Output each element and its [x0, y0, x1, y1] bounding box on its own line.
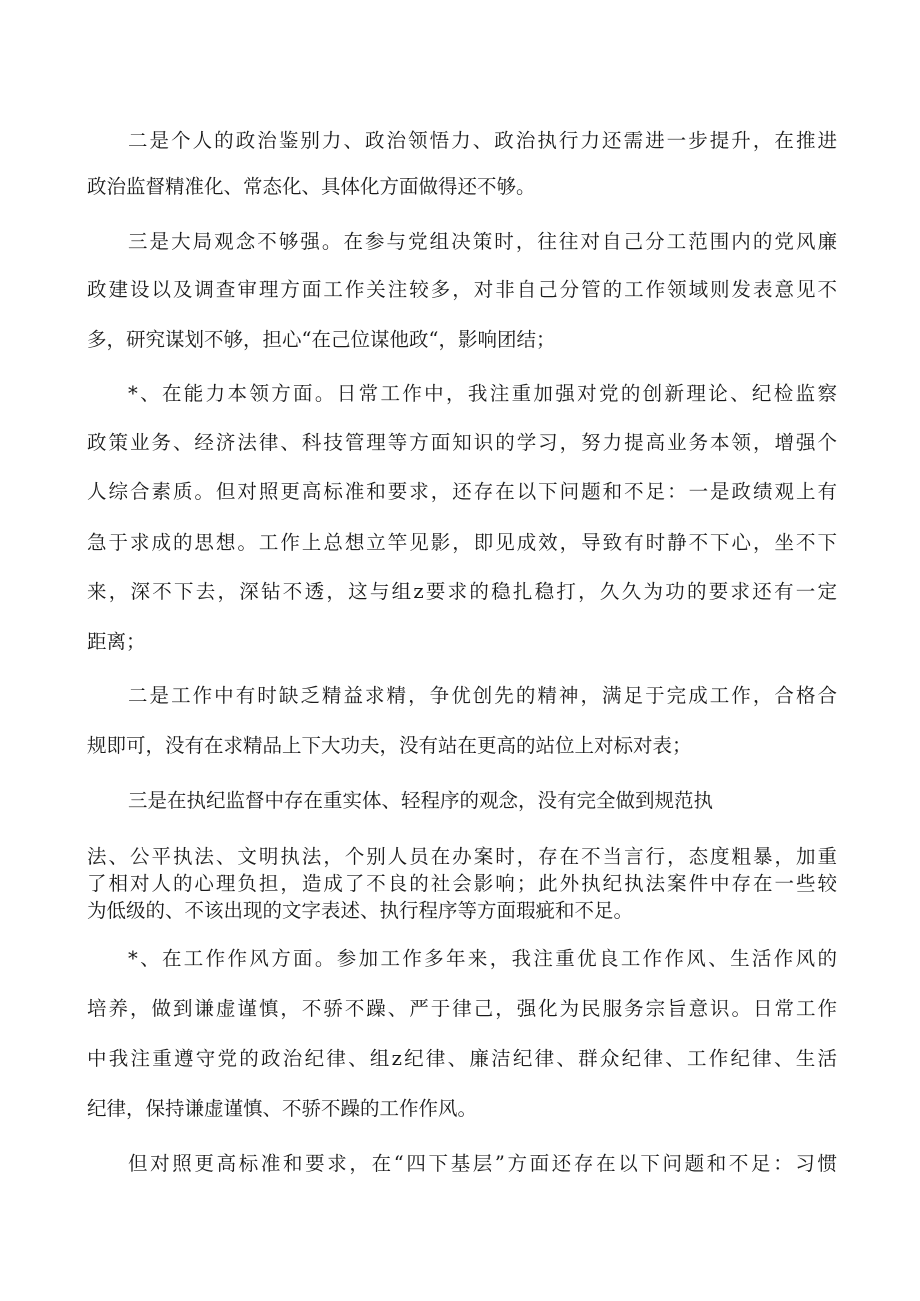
text-line: 二是个人的政治鉴别力、政治领悟力、政治执行力还需进一步提升，在推进: [128, 129, 837, 152]
text-line: 政策业务、经济法律、科技管理等方面知识的学习，努力提高业务本领，增强个: [87, 431, 837, 454]
text-line: *、在工作作风方面。参加工作多年来，我注重优良工作作风、生活作风的: [128, 947, 837, 970]
text-line: 三是大局观念不够强。在参与党组决策时，往往对自己分工范围内的党风廉: [128, 230, 837, 253]
text-line: 了相对人的心理负担，造成了不良的社会影响；此外执纪执法案件中存在一些较: [87, 872, 837, 895]
text-line: 三是在执纪监督中存在重实体、轻程序的观念，没有完全做到规范执: [128, 789, 714, 812]
text-line: 中我注重遵守党的政治纪律、组z纪律、廉洁纪律、群众纪律、工作纪律、生活: [87, 1047, 837, 1070]
text-line: 法、公平执法、文明执法，个别人员在办案时，存在不当言行，态度粗暴，加重: [87, 845, 837, 868]
text-line: 规即可，没有在求精品上下大功夫，没有站在更高的站位上对标对表；: [87, 734, 692, 757]
text-line: 但对照更高标准和要求，在“四下基层”方面还存在以下问题和不足：习惯: [128, 1152, 837, 1175]
text-line: 培养，做到谦虚谨慎，不骄不躁、严于律己，强化为民服务宗旨意识。日常工作: [87, 997, 837, 1020]
text-line: 政建设以及调查审理方面工作关注较多，对非自己分管的工作领域则发表意见不: [87, 278, 837, 301]
text-line: 急于求成的思想。工作上总想立竿见影，即见成效，导致有时静不下心，坐不下: [87, 531, 837, 554]
text-line: 多，研究谋划不够，担心“在己位谋他政“，影响团结；: [87, 328, 556, 351]
text-line: 政治监督精准化、常态化、具体化方面做得还不够。: [87, 175, 536, 198]
text-line: 距离；: [87, 630, 146, 653]
text-line: *、在能力本领方面。日常工作中，我注重加强对党的创新理论、纪检监察: [128, 382, 837, 405]
text-line: 人综合素质。但对照更高标准和要求，还存在以下问题和不足：一是政绩观上有: [87, 480, 837, 503]
text-line: 二是工作中有时缺乏精益求精，争优创先的精神，满足于完成工作，合格合: [128, 684, 837, 707]
text-line: 来，深不下去，深钻不透，这与组z要求的稳扎稳打，久久为功的要求还有一定: [87, 580, 837, 603]
text-line: 纪律，保持谦虚谨慎、不骄不躁的工作作风。: [87, 1097, 478, 1120]
text-line: 为低级的、不该出现的文字表述、执行程序等方面瑕疵和不足。: [87, 899, 634, 922]
